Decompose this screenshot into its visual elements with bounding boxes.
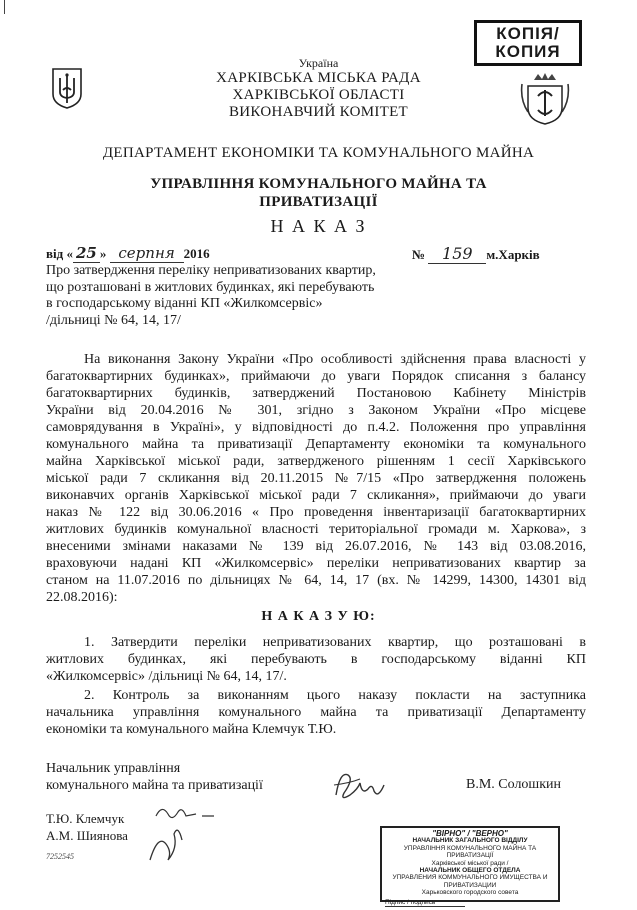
signatory-title-line1: Начальник управління — [46, 761, 181, 776]
signatory-title — [46, 760, 263, 794]
order-heading: Н А К А З У Ю: — [261, 609, 376, 624]
preamble-line: станом на 11.07.2016 по дільницях № 64, 14, 17 (вх. № 14299, 14300, 14301 від — [46, 573, 586, 588]
corner-mark — [4, 0, 5, 14]
stamp-line: УПРАВЛІННЯ КОМУНАЛЬНОГО МАЙНА ТА ПРИВАТИЗАЦІЇ — [403, 844, 537, 860]
stamp-line: Харьковского городского совета — [421, 889, 519, 897]
order-number-block — [412, 244, 540, 264]
date-month: серпня — [110, 244, 184, 263]
preamble-line: 22.08.2016): — [46, 590, 118, 605]
directorate-line1: УПРАВЛІННЯ КОМУНАЛЬНОГО МАЙНА ТА — [150, 176, 487, 192]
preamble-line: внесеними змінами наказами № 139 від 26.07.2016, № 143 від 03.08.2016, — [46, 539, 586, 554]
stamp-line: НАЧАЛЬНИК ОБЩЕГО ОТДЕЛА — [419, 867, 521, 875]
preamble-line: враховуючи надані КП «Жилкомсервіс» переліки неприватизованих квартир за — [46, 556, 586, 571]
directorate-line2: ПРИВАТИЗАЦІЇ — [259, 194, 378, 210]
document-type: Н А К А З — [270, 216, 367, 236]
verified-stamp-title: "ВІРНО" / "ВЕРНО" — [432, 829, 508, 838]
subject-line: Про затвердження переліку неприватизованих квартир, — [46, 263, 376, 278]
preamble-line: самоврядування в Україні», у відповідності до п.4.2. Положення про управління — [46, 420, 586, 435]
preamble — [46, 351, 586, 606]
preamble-line: багатоквартирних будинках», приймаючи до уваги Порядок списання з балансу — [46, 369, 586, 384]
council-name: ХАРКІВСЬКА МІСЬКА РАДА — [216, 70, 421, 86]
item-line: житлових будинках, які перебувають в господарському віданні КП — [46, 652, 586, 667]
preamble-line: міської ради 7 скликання від 20.11.2015 №7/15 «Про затвердження положень — [46, 471, 586, 486]
number-label: № — [412, 247, 426, 262]
order-items — [46, 634, 586, 738]
order-item-1 — [46, 634, 586, 685]
date-day: 25 — [73, 244, 100, 263]
preamble-line: майна Харківської міської ради, затвердженого рішенням 1 сесії Харківського — [46, 454, 586, 469]
stamp-sign-label: Підпис / подпись — [385, 899, 465, 907]
signatory-title-line2: комунального майна та приватизації — [46, 778, 263, 793]
verified-stamp — [380, 826, 560, 906]
subject-line: в господарському віданні КП «Жилкомсервіс» — [46, 296, 323, 311]
approvals — [46, 810, 128, 844]
preamble-line: багатоквартирних будинків, затверджений Постановою Кабінету Міністрів — [46, 386, 586, 401]
approval-name: Т.Ю. Клемчук — [46, 811, 125, 826]
date-line — [46, 244, 546, 262]
department-name: ДЕПАРТАМЕНТ ЕКОНОМІКИ ТА КОМУНАЛЬНОГО МАЙНА — [102, 145, 535, 161]
item-line: економіки та комунального майна Клемчук Т.Ю. — [46, 722, 337, 737]
committee-name: ВИКОНАВЧИЙ КОМІТЕТ — [228, 104, 409, 120]
country-label: Україна — [298, 56, 339, 70]
approval-name: А.М. Шиянова — [46, 828, 128, 843]
stamp-line: НАЧАЛЬНИК ЗАГАЛЬНОГО ВІДДІЛУ — [412, 837, 528, 845]
stamp-line: Харківської міської ради / — [431, 859, 509, 867]
handwritten-signature-icon — [330, 765, 390, 807]
item-line: 1. Затвердити переліки неприватизованих квартир, що розташовані в — [84, 635, 586, 650]
date-year: 2016 — [183, 246, 210, 261]
copy-stamp-line2: КОПИЯ — [495, 42, 561, 61]
order-item-2 — [46, 687, 586, 738]
item-line: «Жилкомсервіс» /дільниці № 64, 14, 17/. — [46, 669, 287, 684]
order-number: 159 — [428, 244, 486, 264]
item-line: начальника управління комунального майна та приватизації Департаменту — [46, 705, 586, 720]
region-name: ХАРКІВСЬКОЇ ОБЛАСТІ — [232, 87, 405, 103]
preamble-line: наказ № 122 від 30.06.2016 « Про проведення інвентаризації багатоквартирних — [46, 505, 586, 520]
copy-stamp-line1: КОПІЯ/ — [496, 24, 560, 43]
item-line: 2. Контроль за виконанням цього наказу покласти на заступника — [84, 688, 586, 703]
preamble-line: житлових будинків комунальної власності територіальної громади м. Харкова», з — [46, 522, 586, 537]
preamble-line: На виконання Закону України «Про особливості здійснення права власності у — [84, 352, 586, 367]
signatory-name: В.М. Солошкин — [466, 777, 561, 792]
preamble-line: України від 20.04.2016 № 301, згідно з Законом України «Про місцеве — [46, 403, 586, 418]
preamble-line: комунального майна та приватизації Департаменту економіки та комунального — [46, 437, 586, 452]
approval-initials-icon — [148, 800, 228, 870]
date-prefix: від « — [46, 246, 73, 261]
date-mid: » — [99, 246, 107, 261]
city-label: м.Харків — [486, 247, 540, 262]
subject-line: що розташовані в житлових будинках, які перебувають — [46, 279, 375, 295]
registration-number: 7252545 — [46, 852, 74, 861]
stamp-line: УПРАВЛЕНИЯ КОММУНАЛЬНОГО ИМУЩЕСТВА И ПРИВАТИЗАЦИИ — [392, 874, 548, 889]
subject-line: /дільниці № 64, 14, 17/ — [46, 312, 181, 328]
order-subject — [46, 263, 376, 329]
preamble-line: виконавчих органів Харківської міської ради 7 скликання», приймаючи до уваги — [46, 488, 586, 503]
directorate-name — [0, 175, 637, 211]
letterhead — [0, 56, 637, 121]
